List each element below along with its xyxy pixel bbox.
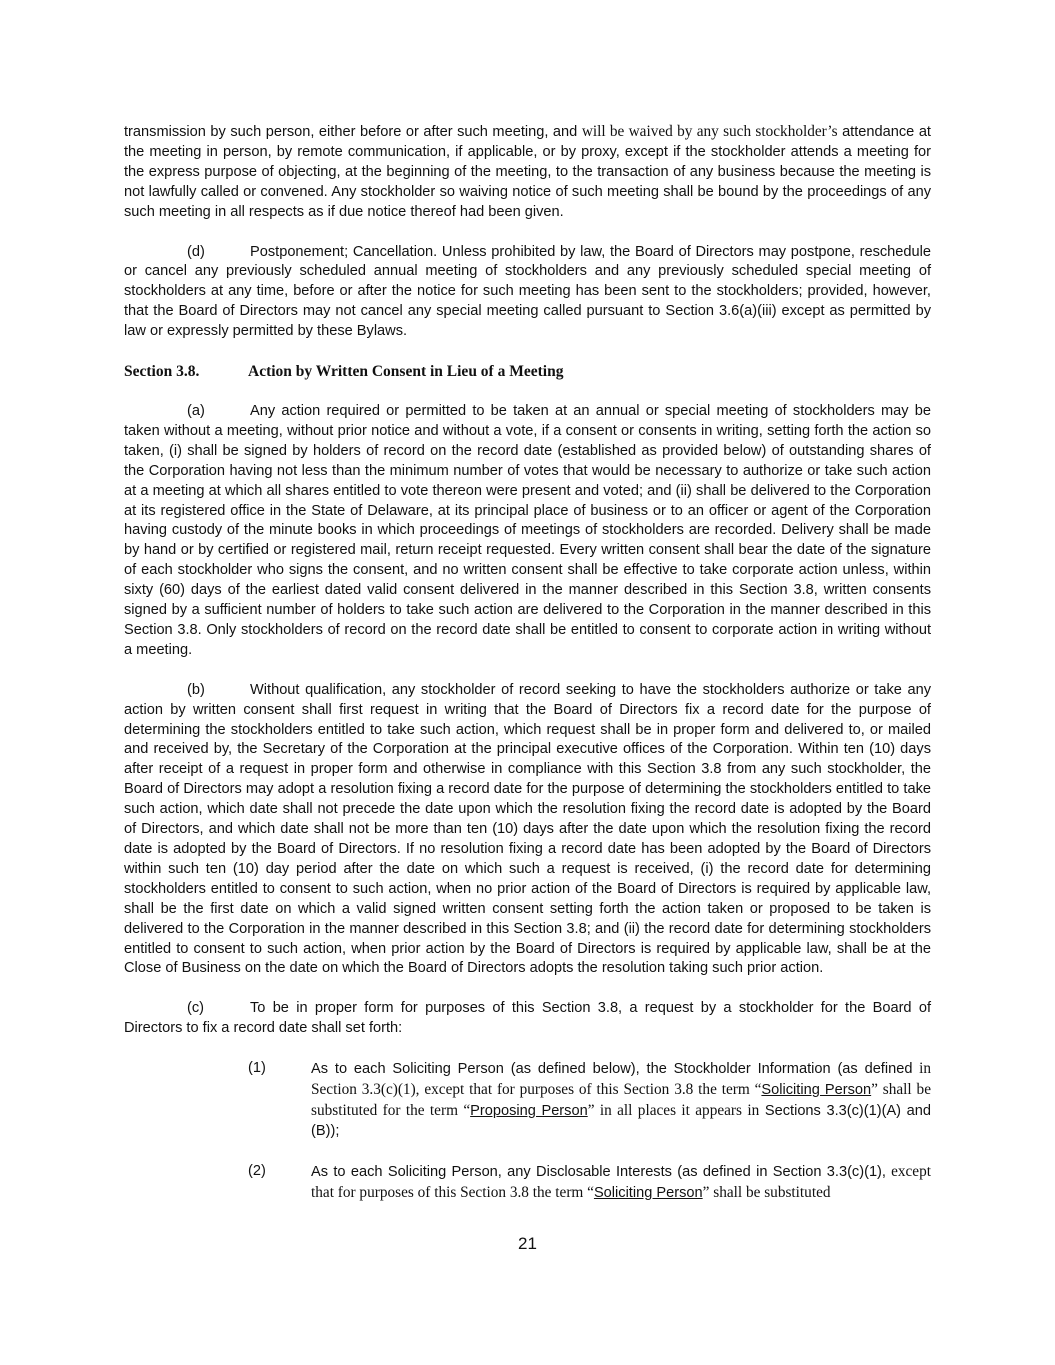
- paragraph-written-consent: [124, 402, 931, 661]
- paragraph-record-date-request: [124, 681, 931, 980]
- list-item-soliciting-person-info: [248, 1059, 931, 1142]
- paragraph-label: (b): [187, 681, 205, 698]
- paragraph-text: Without qualification, any stockholder of record seeking to have the stockholders authorize or take any action by written consent shall first request in writing that the Board of Directors fix a record date for the purpose of determining the stockholders entitled to take such action, which request shall be in proper form and delivered to, or mailed and received by, the Secretary of the Corporation at the principal executive offices of the Corporation. Within ten (10) days after receipt of a request in proper form and otherwise in compliance with this Section 3.8 from any such stockholder, the Board of Directors may adopt a resolution fixing a record date for the purpose of determining the stockholders entitled to take such action, which date shall not precede the date upon which the resolution fixing the record date is adopted by the Board of Directors, and which date shall not be more than ten (10) days after the date upon which the resolution fixing the record date is adopted by the Board of Directors. If no resolution fixing a record date has been adopted by the Board of Directors within such ten (10) day period after the date on which such a request is received, (i) the record date for determining stockholders entitled to consent to such action, when no prior action of the Board of Directors is required by applicable law, shall be the first date on which a valid signed written consent setting forth the action taken or proposed to be taken is delivered to the Corporation in the manner described in this Section 3.8; and (ii) the record date for determining stockholders entitled to consent to such action, when prior action by the Board of Directors is required by applicable law, shall be at the Close of Business on the date on which the Board of Directors adopts the resolution taking such prior action.: [124, 681, 931, 977]
- list-item-label: (2): [248, 1162, 266, 1179]
- list-item-text: [311, 1162, 931, 1204]
- paragraph-text: To be in proper form for purposes of this Section 3.8, a request by a stockholder for the Board of Directors to fix a record date shall set forth:: [124, 1000, 931, 1037]
- list-item-text-part: in Section 3.3(c)(1), except that for purposes of this Section 3.8 the term “: [311, 1060, 931, 1099]
- defined-term-soliciting-person: Soliciting Person: [593, 1184, 703, 1201]
- paragraph-label: (a): [187, 402, 205, 419]
- paragraph-proper-form: [124, 999, 931, 1039]
- document-page: [124, 122, 931, 1224]
- list-item-text-part: except that for purposes of this Section 3.8 the term “: [311, 1162, 931, 1201]
- section-heading: [124, 362, 931, 382]
- defined-term-soliciting-person: Soliciting Person: [761, 1082, 872, 1099]
- paragraph-label: (d): [187, 243, 205, 260]
- list-item-text-part: ” shall be substituted: [702, 1183, 831, 1201]
- list-item-text-part: As to each Soliciting Person, any Disclosable Interests (as defined in Section 3.3(c)(1),: [311, 1163, 886, 1180]
- defined-term-proposing-person: Proposing Person: [470, 1102, 588, 1119]
- list-item-text: [311, 1059, 931, 1142]
- section-number: Section 3.8.: [124, 363, 200, 381]
- paragraph-text: Any action required or permitted to be taken at an annual or special meeting of stockholders may be taken without a meeting, without prior notice and without a vote, if a consent or consents in writing, setting forth the action so taken, (i) shall be signed by holders of record on the record date (established as provided below) of outstanding shares of the Corporation having not less than the minimum number of votes that would be necessary to authorize or take such action at a meeting at which all shares entitled to vote thereon were present and voted; and (ii) shall be delivered to the Corporation at its registered office in the State of Delaware, at its principal place of business or to an officer or agent of the Corporation having custody of the minute books in which proceedings of meetings of stockholders are recorded. Delivery shall be made by hand or by certified or registered mail, return receipt requested. Every written consent shall bear the date of the signature of each stockholder who signs the consent, and no written consent shall be effective to take corporate action unless, within sixty (60) days of the earliest dated valid consent delivered in the manner described in this Section 3.8, written consents signed by a sufficient number of holders to take such action are delivered to the Corporation in the manner described in this Section 3.8. Only stockholders of record on the record date shall be entitled to consent to corporate action in writing without a meeting.: [124, 402, 931, 658]
- paragraph-text: attendance at the meeting in person, by remote communication, if applicable, or by proxy, except if the stockholder attends a meeting for the express purpose of objecting, at the beginning of the meeting, to the transaction of any business because the meeting is not lawfully called or convened. Any stockholder so waiving notice of such meeting shall be bound by the proceedings of any such meeting in all respects as if due notice thereof had been given.: [124, 124, 931, 220]
- paragraph-postponement-cancellation: [124, 243, 931, 343]
- list-item-text-part: Sections 3.3(c)(1)(A) and (B));: [311, 1102, 931, 1139]
- paragraph-text-serif: will be waived by any such stockholder’s: [581, 123, 838, 140]
- paragraph-text: transmission by such person, either before or after such meeting, and: [124, 124, 582, 140]
- paragraph-text: Postponement; Cancellation. Unless prohibited by law, the Board of Directors may postpone, reschedule or cancel any previously scheduled annual meeting of stockholders and any previously scheduled special meeting of stockholders at any time, before or after the notice for such meeting has been sent to the stockholders; provided, however, that the Board of Directors may not cancel any special meeting called pursuant to Section 3.6(a)(iii) except as permitted by law or expressly permitted by these Bylaws.: [124, 243, 931, 340]
- page-number: 21: [518, 1234, 537, 1253]
- list-item-text-part: ” in all places it appears in: [587, 1101, 760, 1119]
- list-item-text-part: As to each Soliciting Person (as defined below), the Stockholder Information (as defined: [311, 1061, 913, 1078]
- list-item-disclosable-interests: [248, 1162, 931, 1204]
- section-title: Action by Written Consent in Lieu of a Meeting: [248, 363, 564, 381]
- list-item-label: (1): [248, 1060, 266, 1077]
- list-item-text-part: ” shall be substituted for the term “: [311, 1081, 931, 1119]
- paragraph-notice-waiver-continued: [124, 122, 931, 223]
- paragraph-label: (c): [187, 1000, 205, 1017]
